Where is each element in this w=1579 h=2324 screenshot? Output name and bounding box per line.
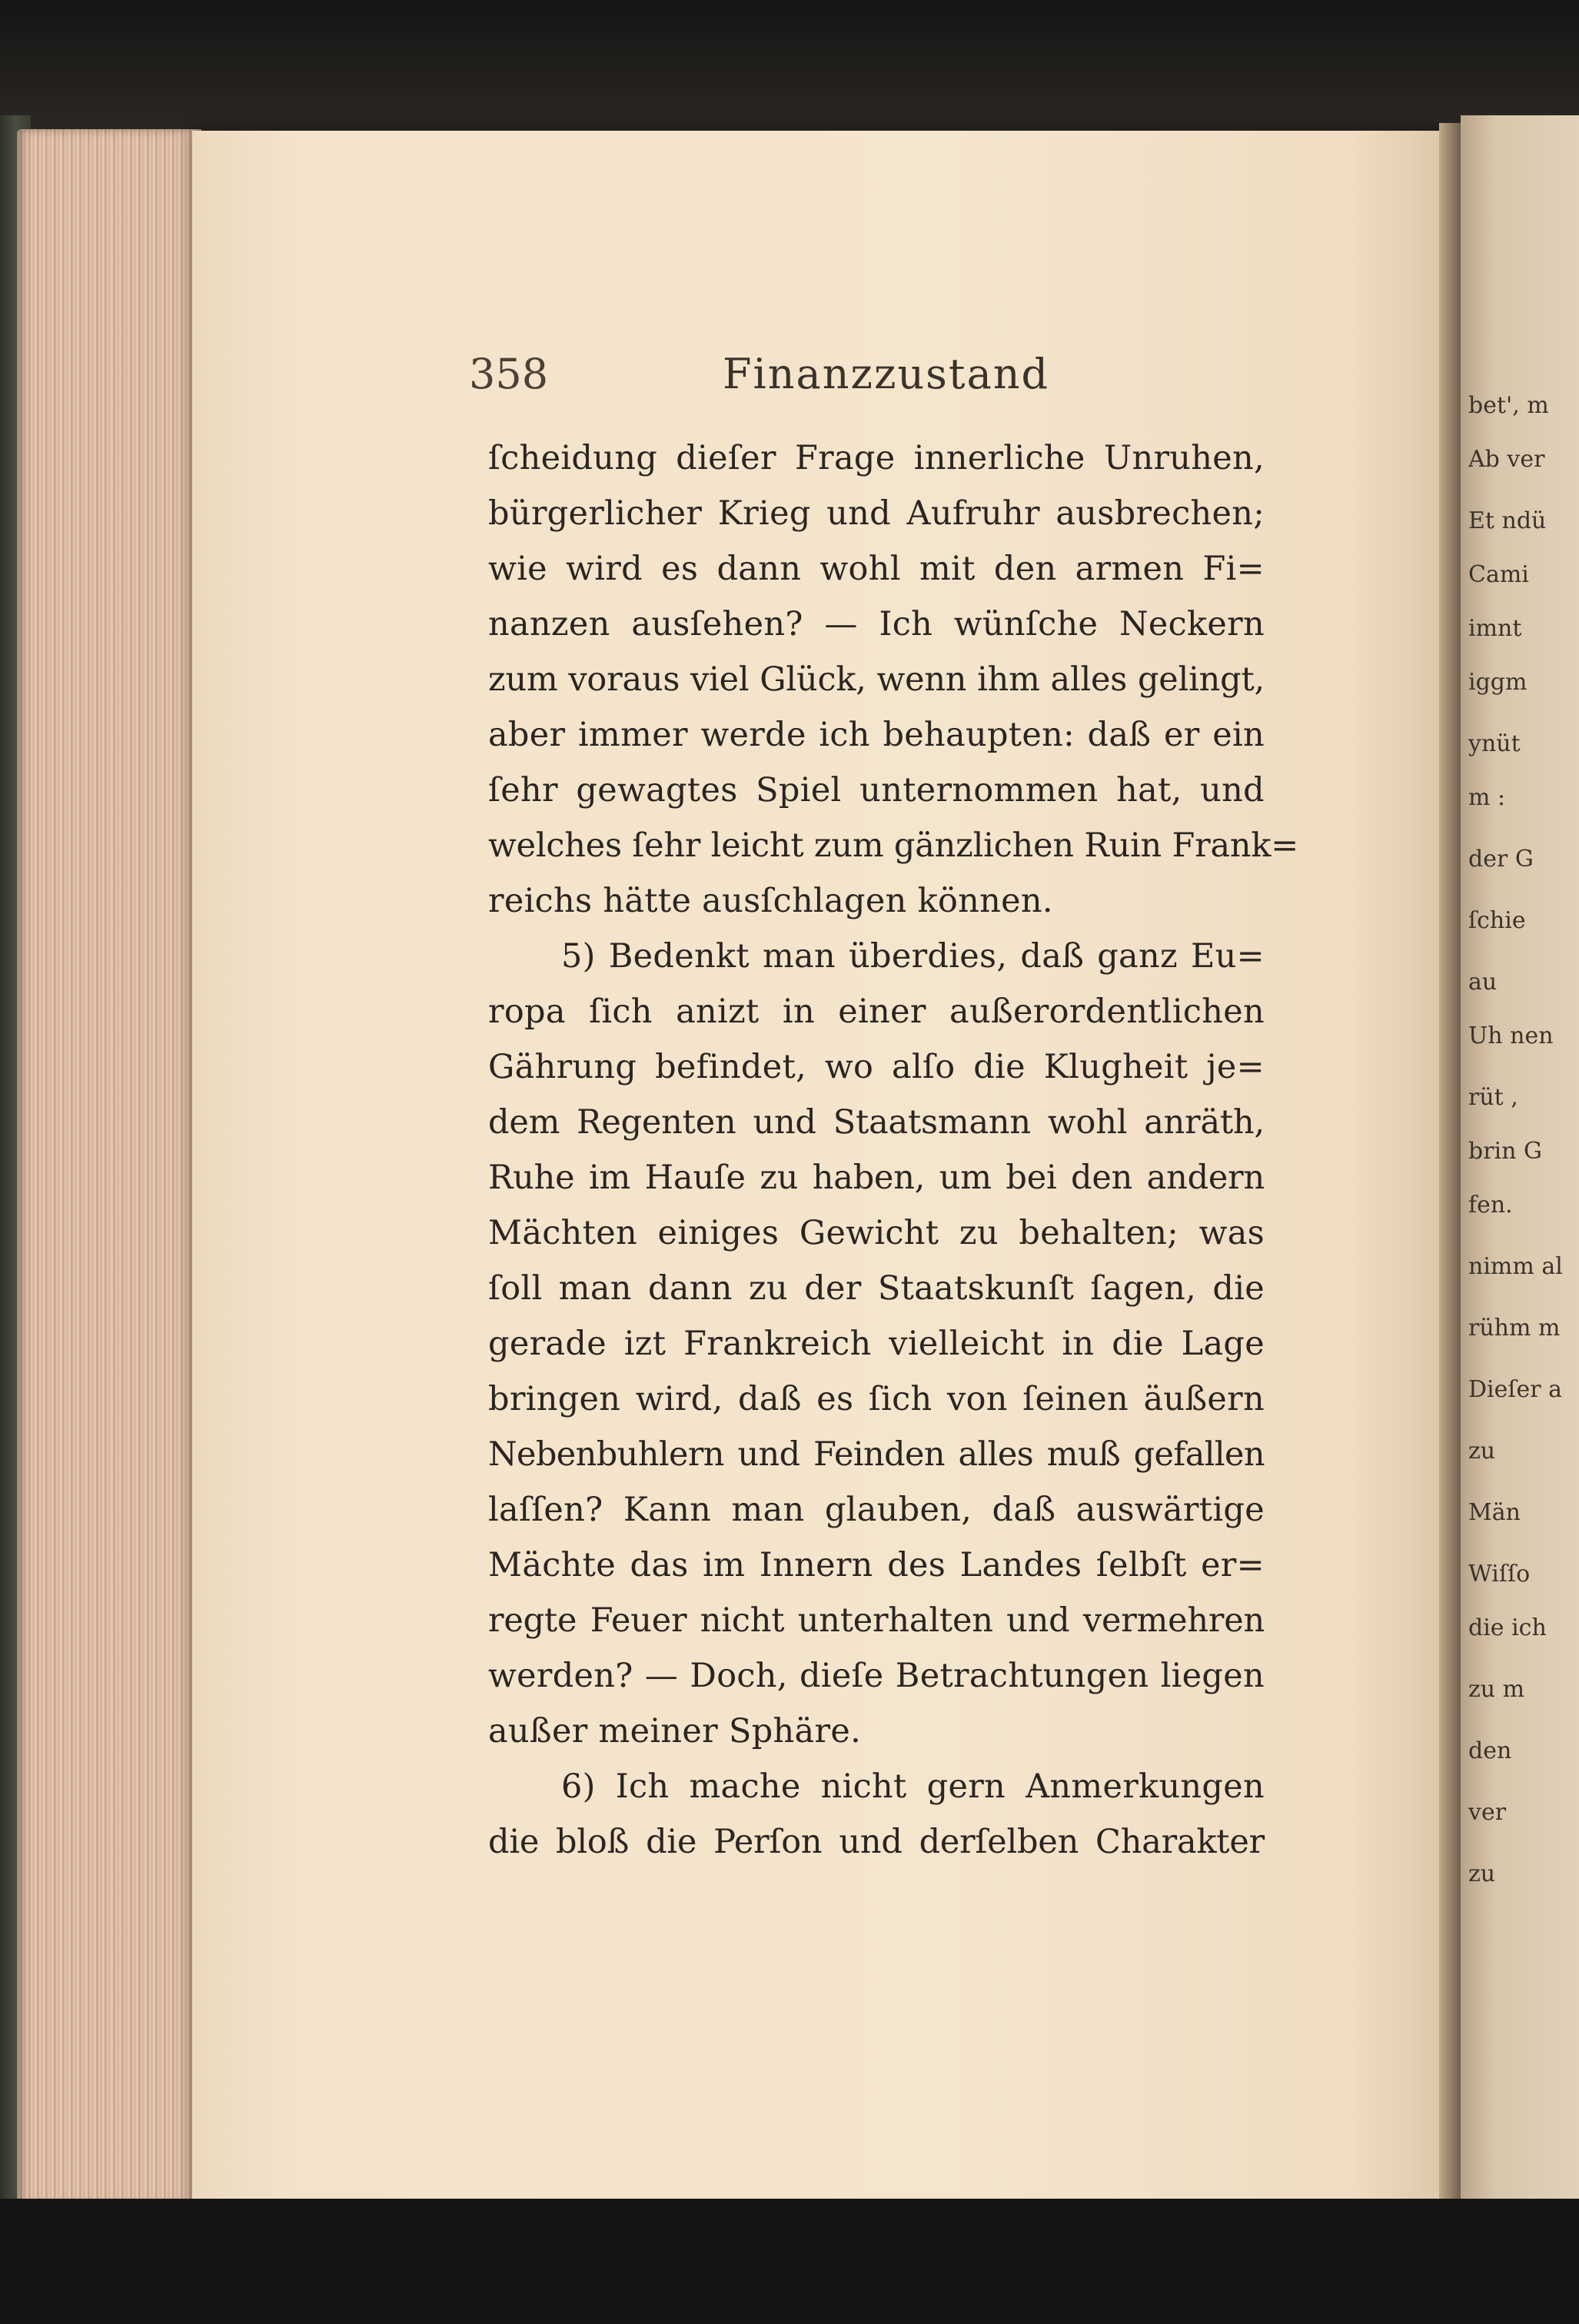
text-line: zum voraus viel Glück, wenn ihm alles gelingt, xyxy=(488,660,1265,699)
facing-page-fragment: Ab ver xyxy=(1468,446,1545,473)
facing-page xyxy=(1461,115,1579,2214)
facing-page-fragment: ynüt xyxy=(1468,730,1521,757)
background-bottom xyxy=(0,2199,1579,2324)
text-line: wie wird es dann wohl mit den armen Fi= xyxy=(488,550,1265,588)
facing-page-fragment: den xyxy=(1468,1737,1512,1764)
text-line: aber immer werde ich behaupten: daß er ein xyxy=(488,716,1265,754)
facing-page-fragment: Män xyxy=(1468,1499,1521,1526)
text-line: regte Feuer nicht unterhalten und vermehren xyxy=(488,1601,1265,1640)
text-line: bürgerlicher Krieg und Aufruhr ausbrechen; xyxy=(488,494,1265,533)
facing-page-fragment: der G xyxy=(1468,846,1534,873)
facing-page-fragment: rühm m xyxy=(1468,1315,1561,1342)
facing-page-fragment: bet', m xyxy=(1468,392,1549,419)
facing-page-fragment: fen. xyxy=(1468,1192,1513,1219)
facing-page-fragment: brin G xyxy=(1468,1138,1542,1165)
background-top xyxy=(0,0,1579,131)
facing-page-fragment: imnt xyxy=(1468,615,1522,642)
body-text xyxy=(488,431,1299,1870)
text-line: die bloß die Perſon und derſelben Charakter xyxy=(488,1823,1265,1861)
text-line: außer meiner Sphäre. xyxy=(488,1712,862,1750)
facing-page-fragment: ver xyxy=(1468,1799,1507,1826)
text-line: Gährung befindet, wo alſo die Klugheit je= xyxy=(488,1048,1265,1086)
text-line: Mächte das im Innern des Landes ſelbſt er= xyxy=(488,1546,1265,1584)
facing-page-fragment: Et ndü xyxy=(1468,507,1547,534)
facing-page-fragment: Cami xyxy=(1468,561,1529,588)
facing-page-text-fragments xyxy=(1461,115,1579,2214)
text-line: dem Regenten und Staatsmann wohl anräth, xyxy=(488,1103,1265,1142)
text-line: bringen wird, daß es ſich von ſeinen äußern xyxy=(488,1380,1265,1418)
facing-page-fragment: die ich xyxy=(1468,1614,1547,1641)
facing-page-fragment: Dieſer a xyxy=(1468,1376,1563,1403)
text-line: 5) Bedenkt man überdies, daß ganz Eu= xyxy=(561,937,1265,976)
text-line: laſſen? Kann man glauben, daß auswärtige xyxy=(488,1491,1265,1529)
text-line: ſehr gewagtes Spiel unternommen hat, und xyxy=(488,771,1265,810)
text-line: ropa ſich anizt in einer außerordentlichen xyxy=(488,992,1265,1031)
text-line: Mächten einiges Gewicht zu behalten; was xyxy=(488,1214,1265,1252)
facing-page-fragment: nimm al xyxy=(1468,1253,1563,1280)
facing-page-fragment: zu xyxy=(1468,1860,1496,1887)
page-edges xyxy=(17,129,201,2205)
text-line: ſoll man dann zu der Staatskunſt ſagen, die xyxy=(488,1269,1265,1308)
running-head xyxy=(469,350,1268,411)
facing-page-fragment: m : xyxy=(1468,784,1506,811)
text-line: werden? — Doch, dieſe Betrachtungen liegen xyxy=(488,1657,1265,1695)
text-line: nanzen ausſehen? — Ich wünſche Neckern xyxy=(488,605,1265,643)
facing-page-fragment: zu xyxy=(1468,1438,1496,1465)
text-line: Nebenbuhlern und Feinden alles muß gefallen xyxy=(488,1435,1265,1474)
text-line: reichs hätte ausſchlagen können. xyxy=(488,882,1053,920)
facing-page-fragment: ſchie xyxy=(1468,907,1526,934)
text-line: gerade izt Frankreich vielleicht in die Lage xyxy=(488,1325,1265,1363)
facing-page-fragment: Uh nen xyxy=(1468,1022,1554,1049)
facing-page-fragment: zu m xyxy=(1468,1676,1525,1703)
page-gutter xyxy=(1439,123,1461,2214)
text-line: welches ſehr leicht zum gänzlichen Ruin Frank= xyxy=(488,826,1299,865)
text-line: ſcheidung dieſer Frage innerliche Unruhen, xyxy=(488,439,1265,477)
facing-page-fragment: rüt , xyxy=(1468,1084,1518,1111)
facing-page-fragment: au xyxy=(1468,969,1498,996)
facing-page-fragment: iggm xyxy=(1468,669,1527,696)
text-line: 6) Ich mache nicht gern Anmerkungen xyxy=(561,1767,1265,1806)
running-head-title: Finanzzustand xyxy=(723,350,1050,398)
text-line: Ruhe im Hauſe zu haben, um bei den andern xyxy=(488,1159,1265,1197)
facing-page-fragment: Wiſſo xyxy=(1468,1561,1531,1588)
page-number: 358 xyxy=(469,350,549,398)
